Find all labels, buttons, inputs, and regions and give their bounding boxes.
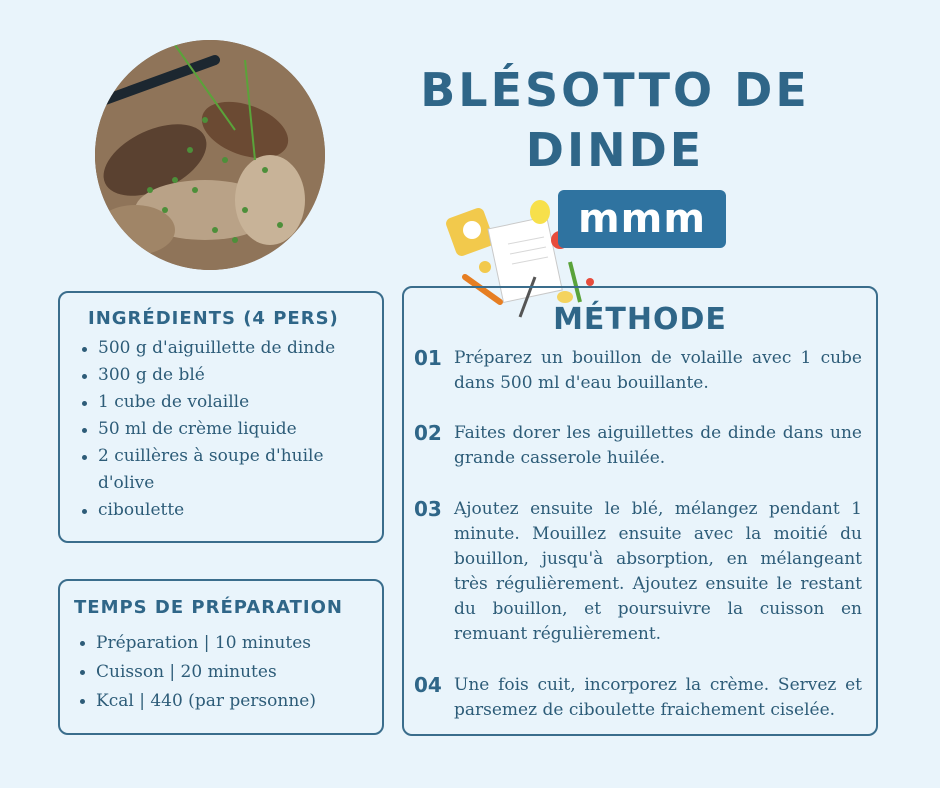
step-number: 04: [414, 673, 442, 697]
step-text: Préparez un bouillon de volaille avec 1 cube dans 500 ml d'eau bouillante.: [454, 348, 862, 393]
prep-time-heading: TEMPS DE PRÉPARATION: [74, 597, 343, 618]
list-item: 500 g d'aiguillette de dinde: [78, 335, 378, 362]
step-number: 02: [414, 421, 442, 445]
step-number: 03: [414, 497, 442, 521]
recipe-title: BLÉSOTTO DE DINDE: [420, 63, 810, 177]
prep-time-box: [58, 579, 384, 735]
list-item: Kcal | 440 (par personne): [76, 687, 376, 716]
step-text: Une fois cuit, incorporez la crème. Servez et parsemez de ciboulette fraichement ciselée.: [454, 675, 862, 720]
list-item: 2 cuillères à soupe d'huile d'olive: [78, 443, 378, 497]
dish-photo-icon: [95, 40, 325, 270]
ingredients-heading: INGRÉDIENTS (4 PERS): [88, 308, 339, 329]
ingredients-box: [58, 291, 384, 543]
list-item: Préparation | 10 minutes: [76, 629, 376, 658]
method-box: [402, 286, 878, 736]
list-item: ciboulette: [78, 497, 378, 524]
step-text: Ajoutez ensuite le blé, mélangez pendant 1 minute. Mouillez ensuite avec la moitié du bouillon, jusqu'à absorption, en mélangeant très régulièrement. Ajoutez ensuite le restant du bouillon, et poursuivre la cuisson en remuant régulièrement.: [454, 499, 862, 644]
step-text: Faites dorer les aiguillettes de dinde dans une grande casserole huilée.: [454, 423, 862, 468]
list-item: 300 g de blé: [78, 362, 378, 389]
mmm-badge: mmm: [558, 190, 726, 248]
step-number: 01: [414, 346, 442, 370]
method-heading: MÉTHODE: [553, 302, 727, 337]
prep-time-list: [76, 629, 376, 716]
ingredients-list: [78, 335, 378, 524]
list-item: 1 cube de volaille: [78, 389, 378, 416]
list-item: Cuisson | 20 minutes: [76, 658, 376, 687]
list-item: 50 ml de crème liquide: [78, 416, 378, 443]
